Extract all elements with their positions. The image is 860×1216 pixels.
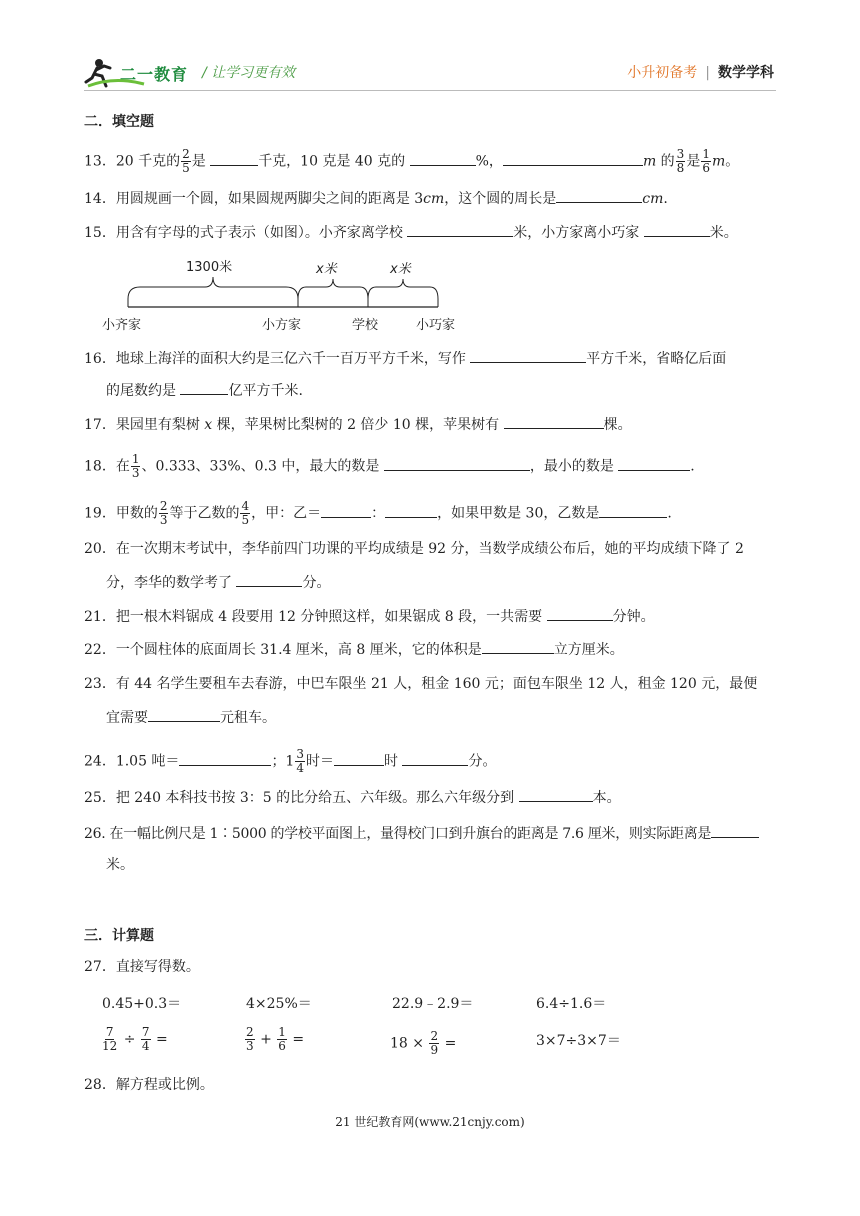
q24-blank-1[interactable] (179, 751, 271, 766)
q26-blank-1[interactable] (711, 823, 759, 838)
calc6-frac2-num: 1 (278, 1025, 286, 1039)
diagram-point-3: 学校 (352, 318, 379, 333)
q19-blank-1[interactable] (321, 503, 371, 518)
q22-text-2: 立方厘米。 (553, 642, 624, 658)
q24-fraction (295, 748, 305, 775)
calc7-number: 18 (390, 1035, 408, 1052)
question-23 (84, 674, 784, 694)
q26-text-1: 26. 在一幅比例尺是 1∶5000 的学校平面图上，量得校门口到升旗台的距离是 7.6 厘米，则实际距离是 (84, 826, 712, 842)
q17-text-2: 棵，苹果树比梨树的 2 倍少 10 棵，苹果树有 (212, 417, 504, 433)
q13-blank-3[interactable] (503, 151, 643, 166)
calc6-equals: = (292, 1031, 305, 1048)
calc5-fraction-1 (101, 1026, 118, 1053)
calc5-frac1-den: 12 (102, 1039, 118, 1053)
question-25 (84, 787, 784, 808)
calc6-frac2-den: 6 (278, 1039, 286, 1053)
q13-text-4: %， (475, 153, 503, 170)
question-19 (84, 500, 784, 527)
q24-text-3: 时＝ (306, 753, 334, 770)
q15-blank-1[interactable] (407, 222, 513, 237)
q19-fraction-1 (159, 500, 169, 527)
calc6-frac1-num: 2 (246, 1025, 254, 1039)
q13-frac3-den: 6 (702, 161, 710, 175)
q17-text-1: 17．果园里有梨树 (84, 417, 205, 433)
q13-blank-2[interactable] (410, 151, 476, 166)
calc5-fraction-2 (141, 1026, 151, 1053)
q28-title: 28．解方程或比例。 (84, 1077, 214, 1093)
q18-frac-num: 1 (131, 452, 140, 466)
diagram-point-2: 小方家 (262, 318, 302, 333)
calc-3: 22.9﹣2.9＝ (392, 996, 474, 1012)
diagram-point-4: 小巧家 (416, 318, 456, 333)
q19-frac1-den: 3 (159, 513, 168, 527)
question-24 (84, 748, 784, 775)
q14-text-1: 14．用圆规画一个圆，如果圆规两脚尖之间的距离是 3 (84, 191, 424, 207)
q13-text-1: 13．20 千克的 (84, 153, 181, 170)
q24-text-2: ；1 (271, 753, 295, 770)
q18-text-2: 、0.333、33%、0.3 中，最大的数是 (141, 458, 384, 475)
question-17 (84, 414, 784, 435)
question-26 (84, 823, 784, 844)
q13-fraction-1 (181, 148, 191, 175)
q23-text-3: 元租车。 (220, 710, 276, 726)
diagram-label-seg3: x米 (390, 262, 411, 277)
logo-text: 二一教育 (120, 65, 189, 84)
question-13 (84, 148, 784, 175)
q16-text-3: 的尾数约是 (106, 383, 181, 399)
q20-blank-1[interactable] (236, 572, 302, 587)
q15-text-2: 米，小方家离小巧家 (513, 225, 644, 241)
q16-text-1: 16．地球上海洋的面积大约是三亿六千一百万平方千米，写作 (84, 351, 471, 367)
q20-text-3: 分。 (302, 575, 331, 591)
calc-2: 4×25%＝ (246, 996, 312, 1012)
question-21 (84, 606, 784, 627)
q24-blank-2[interactable] (334, 751, 384, 766)
q18-blank-2[interactable] (618, 456, 690, 471)
q18-fraction (131, 453, 141, 480)
q14-unit-1: cm (423, 191, 445, 207)
question-16-line-2 (84, 380, 784, 401)
q25-text-2: 本。 (592, 790, 621, 806)
question-28 (84, 1075, 784, 1095)
calc6-frac1-den: 3 (246, 1039, 254, 1053)
calc-1: 0.45+0.3＝ (102, 996, 182, 1012)
calc6-fraction-2 (277, 1026, 287, 1053)
header-category: 小升初备考 (627, 65, 698, 81)
q15-blank-2[interactable] (644, 222, 710, 237)
calc-8: 3×7÷3×7＝ (536, 1033, 621, 1049)
q24-text-1: 24．1.05 吨＝ (84, 753, 180, 770)
q15-text-1: 15．用含有字母的式子表示（如图）。小齐家离学校 (84, 225, 408, 241)
calc5-frac1-num: 7 (105, 1025, 114, 1039)
q18-blank-1[interactable] (384, 456, 530, 471)
calc5-equals: = (156, 1031, 168, 1048)
q21-text-2: 分钟。 (612, 609, 655, 625)
q13-frac1-num: 2 (182, 147, 190, 161)
distance-diagram (100, 255, 480, 335)
q19-text-2: 等于乙数的 (169, 505, 240, 522)
diagram-brace-2 (298, 279, 368, 299)
q23-text-2: 宜需要 (106, 710, 148, 726)
q13-frac3-num: 1 (702, 147, 710, 161)
calc5-frac2-num: 7 (141, 1025, 150, 1039)
q19-blank-2[interactable] (385, 503, 437, 518)
q23-text-1: 23．有 44 名学生要租车去春游，中巴车限坐 21 人，租金 160 元；面包车限坐 12 人，租金 120 元，最便 (84, 676, 758, 692)
q14-text-2: ，这个圆的周长是 (444, 191, 557, 207)
calc5-operator: ÷ (123, 1031, 136, 1048)
q24-frac-den: 4 (296, 761, 304, 775)
q13-unit-1: m (642, 153, 657, 170)
q18-text-3: ，最小的数是 (529, 458, 619, 475)
q19-text-3: ，甲：乙＝ (251, 505, 322, 522)
q14-unit-2: cm (642, 191, 664, 207)
q24-text-5: 分。 (468, 753, 497, 770)
q18-text-1: 18．在 (84, 458, 130, 475)
q22-text-1: 22．一个圆柱体的底面周长 31.4 厘米，高 8 厘米，它的体积是 (84, 642, 482, 658)
q13-unit-2: m (711, 153, 726, 170)
q17-blank-1[interactable] (504, 414, 604, 429)
question-20-line-2 (84, 572, 784, 593)
q19-frac2-num: 4 (241, 499, 250, 513)
q19-frac1-num: 2 (159, 499, 168, 513)
question-15 (84, 222, 784, 243)
q13-text-5: 的 (656, 153, 675, 170)
calc5-frac2-den: 4 (141, 1039, 150, 1053)
calc-6 (244, 1026, 304, 1053)
diagram-label-seg2: x米 (316, 262, 337, 277)
q19-text-4: ： (371, 505, 386, 522)
q25-text-1: 25．把 240 本科技书按 3：5 的比分给五、六年级。那么六年级分到 (84, 790, 519, 806)
q21-text-1: 21．把一根木料锯成 4 段要用 12 分钟照这样，如果锯成 8 段，一共需要 (84, 609, 547, 625)
calc-7 (390, 1030, 456, 1057)
header-subject (627, 62, 774, 82)
q16-text-2: 平方千米，省略亿后面 (586, 351, 727, 367)
calc6-fraction-1 (245, 1026, 255, 1053)
q13-text-2: 是 (191, 153, 211, 170)
q13-frac1-den: 5 (182, 161, 190, 175)
calc7-equals: = (444, 1035, 457, 1052)
diagram-label-seg1: 1300米 (186, 260, 233, 275)
q13-frac2-den: 8 (676, 161, 685, 175)
header-separator: | (705, 65, 710, 81)
page-header (0, 0, 860, 100)
slogan: / 让学习更有效 (202, 65, 296, 81)
question-16 (84, 348, 784, 369)
header-subject-name: 数学学科 (718, 65, 774, 81)
q27-title: 27．直接写得数。 (84, 959, 200, 975)
q26-text-2: 米。 (106, 857, 134, 873)
section-title-fill-in: 二．填空题 (84, 114, 154, 130)
q14-text-3: . (663, 191, 668, 207)
q24-blank-3[interactable] (402, 751, 468, 766)
q19-text-1: 19．甲数的 (84, 505, 158, 522)
q16-blank-2[interactable] (180, 380, 228, 395)
calc-4: 6.4÷1.6＝ (536, 996, 607, 1012)
q19-text-6: . (667, 505, 672, 522)
q16-text-4: 亿平方千米. (228, 383, 303, 399)
calc7-fraction (429, 1030, 439, 1057)
q19-blank-3[interactable] (599, 503, 667, 518)
q22-blank-1[interactable] (482, 639, 554, 654)
diagram-brace-3 (368, 279, 438, 299)
q21-blank-1[interactable] (547, 606, 613, 621)
q19-frac2-den: 5 (241, 513, 250, 527)
q25-blank-1[interactable] (519, 787, 593, 802)
q18-frac-den: 3 (131, 466, 140, 480)
question-18 (84, 453, 784, 480)
q18-text-4: . (690, 458, 695, 475)
question-27 (84, 957, 784, 977)
question-26-line-2 (84, 855, 784, 875)
calc6-operator: + (260, 1031, 272, 1048)
calc7-frac-num: 2 (430, 1029, 439, 1043)
question-20 (84, 539, 784, 559)
q13-frac2-num: 3 (676, 147, 685, 161)
q13-blank-1[interactable] (210, 151, 258, 166)
q23-blank-1[interactable] (148, 707, 220, 722)
section-title-calculation: 三．计算题 (84, 928, 154, 944)
q24-text-4: 时 (384, 753, 403, 770)
q24-frac-num: 3 (296, 747, 304, 761)
q13-text-7: 。 (725, 153, 740, 170)
q19-fraction-2 (240, 500, 250, 527)
q16-blank-1[interactable] (470, 348, 586, 363)
q20-text-2: 分，李华的数学考了 (106, 575, 237, 591)
header-divider (84, 90, 776, 91)
q15-text-3: 米。 (709, 225, 738, 241)
q17-text-3: 棵。 (603, 417, 632, 433)
diagram-brace-1 (128, 277, 298, 299)
q19-text-5: ，如果甲数是 30，乙数是 (437, 505, 600, 522)
q20-text-1: 20．在一次期末考试中，李华前四门功课的平均成绩是 92 分，当数学成绩公布后，她的平均成绩下降了 2 (84, 541, 744, 557)
q17-variable: x (204, 417, 213, 433)
question-22 (84, 639, 784, 660)
calc-5 (100, 1026, 168, 1053)
q13-text-3: 千克，10 克是 40 克的 (258, 153, 410, 170)
diagram-point-1: 小齐家 (102, 318, 142, 333)
q14-blank-1[interactable] (556, 188, 642, 203)
q13-fraction-2 (676, 148, 686, 175)
calc7-operator: × (412, 1035, 425, 1052)
question-23-line-2 (84, 707, 784, 728)
q13-fraction-3 (701, 148, 711, 175)
q13-text-6: 是 (686, 153, 701, 170)
calc7-frac-den: 9 (430, 1043, 439, 1057)
question-14 (84, 188, 784, 209)
page-footer: 21 世纪教育网(www.21cnjy.com) (335, 1115, 525, 1129)
